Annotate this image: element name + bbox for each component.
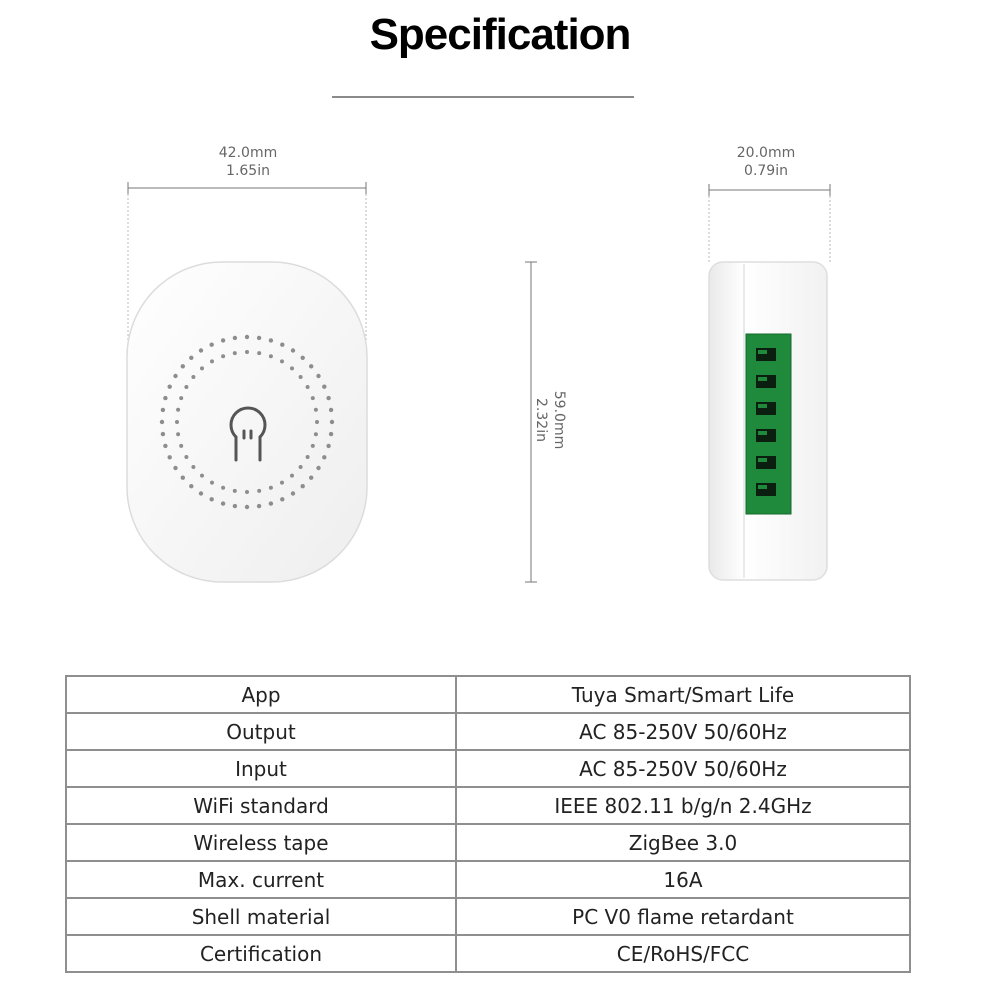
terminal-slot xyxy=(756,375,776,388)
page-title: Specification xyxy=(369,10,631,59)
speaker-hole xyxy=(221,486,225,490)
width-mm: 42.0mm xyxy=(218,145,278,161)
speaker-hole xyxy=(168,455,172,459)
speaker-hole xyxy=(306,455,310,459)
speaker-hole xyxy=(179,444,183,448)
switch-front-view xyxy=(127,262,367,582)
terminal-slot xyxy=(756,483,776,496)
speaker-hole xyxy=(326,444,330,448)
spec-label: Shell material xyxy=(66,898,456,935)
height-mm: 59.0mm xyxy=(551,390,567,450)
terminal-slot xyxy=(756,348,776,361)
spec-table xyxy=(65,675,911,973)
speaker-hole xyxy=(314,408,318,412)
spec-value: Tuya Smart/Smart Life xyxy=(456,676,910,713)
terminal-slot xyxy=(756,429,776,442)
depth-mm: 20.0mm xyxy=(736,145,796,161)
speaker-hole xyxy=(221,354,225,358)
spec-value: CE/RoHS/FCC xyxy=(456,935,910,972)
speaker-hole xyxy=(269,354,273,358)
speaker-hole xyxy=(184,385,188,389)
speaker-hole xyxy=(200,366,204,370)
spec-value: PC V0 flame retardant xyxy=(456,898,910,935)
speaker-hole xyxy=(316,466,320,470)
speaker-hole xyxy=(257,489,261,493)
speaker-hole xyxy=(329,408,333,412)
speaker-hole xyxy=(176,432,180,436)
speaker-hole xyxy=(210,481,214,485)
speaker-hole xyxy=(301,484,305,488)
speaker-hole xyxy=(163,444,167,448)
speaker-hole xyxy=(245,350,249,354)
speaker-hole xyxy=(291,491,295,495)
table-row xyxy=(66,935,910,972)
terminal-slot xyxy=(756,402,776,415)
speaker-hole xyxy=(210,343,214,347)
speaker-hole xyxy=(330,420,334,424)
speaker-hole xyxy=(191,375,195,379)
speaker-hole xyxy=(290,474,294,478)
speaker-hole xyxy=(233,336,237,340)
speaker-hole xyxy=(301,356,305,360)
speaker-hole xyxy=(181,364,185,368)
speaker-hole xyxy=(233,489,237,493)
table-row xyxy=(66,898,910,935)
switch-side-view xyxy=(709,262,827,580)
speaker-hole xyxy=(280,359,284,363)
depth-in: 0.79in xyxy=(744,163,788,179)
speaker-hole xyxy=(175,420,179,424)
depth-dimension-line xyxy=(709,184,830,262)
speaker-hole xyxy=(245,490,249,494)
speaker-hole xyxy=(311,444,315,448)
speaker-hole xyxy=(191,465,195,469)
spec-value: AC 85-250V 50/60Hz xyxy=(456,750,910,787)
speaker-hole xyxy=(245,335,249,339)
speaker-hole xyxy=(269,338,273,342)
speaker-hole xyxy=(309,364,313,368)
spec-table-body xyxy=(66,676,910,972)
height-dimension-line xyxy=(525,262,537,582)
table-row xyxy=(66,713,910,750)
spec-label: Output xyxy=(66,713,456,750)
height-in: 2.32in xyxy=(533,398,549,442)
speaker-hole xyxy=(311,396,315,400)
spec-label: Input xyxy=(66,750,456,787)
speaker-hole xyxy=(269,501,273,505)
terminal-slot-detail xyxy=(758,377,767,381)
speaker-hole xyxy=(160,420,164,424)
speaker-hole xyxy=(280,481,284,485)
speaker-hole xyxy=(233,504,237,508)
terminal-slot-detail xyxy=(758,431,767,435)
speaker-hole xyxy=(173,374,177,378)
spec-label: Max. current xyxy=(66,861,456,898)
terminal-slot-detail xyxy=(758,350,767,354)
terminal-slot xyxy=(756,456,776,469)
speaker-hole xyxy=(181,476,185,480)
speaker-hole xyxy=(189,484,193,488)
spec-value: 16A xyxy=(456,861,910,898)
spec-label: App xyxy=(66,676,456,713)
speaker-hole xyxy=(306,385,310,389)
width-in: 1.65in xyxy=(226,163,270,179)
speaker-hole xyxy=(245,505,249,509)
table-row xyxy=(66,861,910,898)
speaker-hole xyxy=(257,351,261,355)
speaker-hole xyxy=(280,497,284,501)
speaker-hole xyxy=(221,338,225,342)
speaker-hole xyxy=(257,504,261,508)
spec-value: IEEE 802.11 b/g/n 2.4GHz xyxy=(456,787,910,824)
speaker-hole xyxy=(314,432,318,436)
speaker-hole xyxy=(299,465,303,469)
speaker-hole xyxy=(221,501,225,505)
speaker-hole xyxy=(309,476,313,480)
spec-label: WiFi standard xyxy=(66,787,456,824)
table-row xyxy=(66,750,910,787)
speaker-hole xyxy=(176,408,180,412)
speaker-hole xyxy=(184,455,188,459)
speaker-hole xyxy=(299,375,303,379)
speaker-hole xyxy=(179,396,183,400)
spec-label: Certification xyxy=(66,935,456,972)
speaker-hole xyxy=(291,348,295,352)
speaker-hole xyxy=(189,356,193,360)
table-row xyxy=(66,787,910,824)
speaker-hole xyxy=(210,359,214,363)
terminal-slot-detail xyxy=(758,485,767,489)
speaker-hole xyxy=(173,466,177,470)
spec-value: ZigBee 3.0 xyxy=(456,824,910,861)
speaker-hole xyxy=(329,432,333,436)
speaker-hole xyxy=(163,396,167,400)
terminal-slot-detail xyxy=(758,458,767,462)
speaker-hole xyxy=(257,336,261,340)
table-row xyxy=(66,824,910,861)
speaker-hole xyxy=(161,408,165,412)
spec-label: Wireless tape xyxy=(66,824,456,861)
speaker-hole xyxy=(168,385,172,389)
speaker-hole xyxy=(199,491,203,495)
speaker-hole xyxy=(280,343,284,347)
speaker-hole xyxy=(322,455,326,459)
speaker-hole xyxy=(200,474,204,478)
speaker-hole xyxy=(316,374,320,378)
table-row xyxy=(66,676,910,713)
speaker-hole xyxy=(161,432,165,436)
terminal-slot-detail xyxy=(758,404,767,408)
speaker-hole xyxy=(315,420,319,424)
speaker-hole xyxy=(290,366,294,370)
speaker-hole xyxy=(233,351,237,355)
speaker-hole xyxy=(199,348,203,352)
speaker-hole xyxy=(322,385,326,389)
spec-value: AC 85-250V 50/60Hz xyxy=(456,713,910,750)
speaker-hole xyxy=(326,396,330,400)
speaker-hole xyxy=(269,486,273,490)
speaker-hole xyxy=(210,497,214,501)
